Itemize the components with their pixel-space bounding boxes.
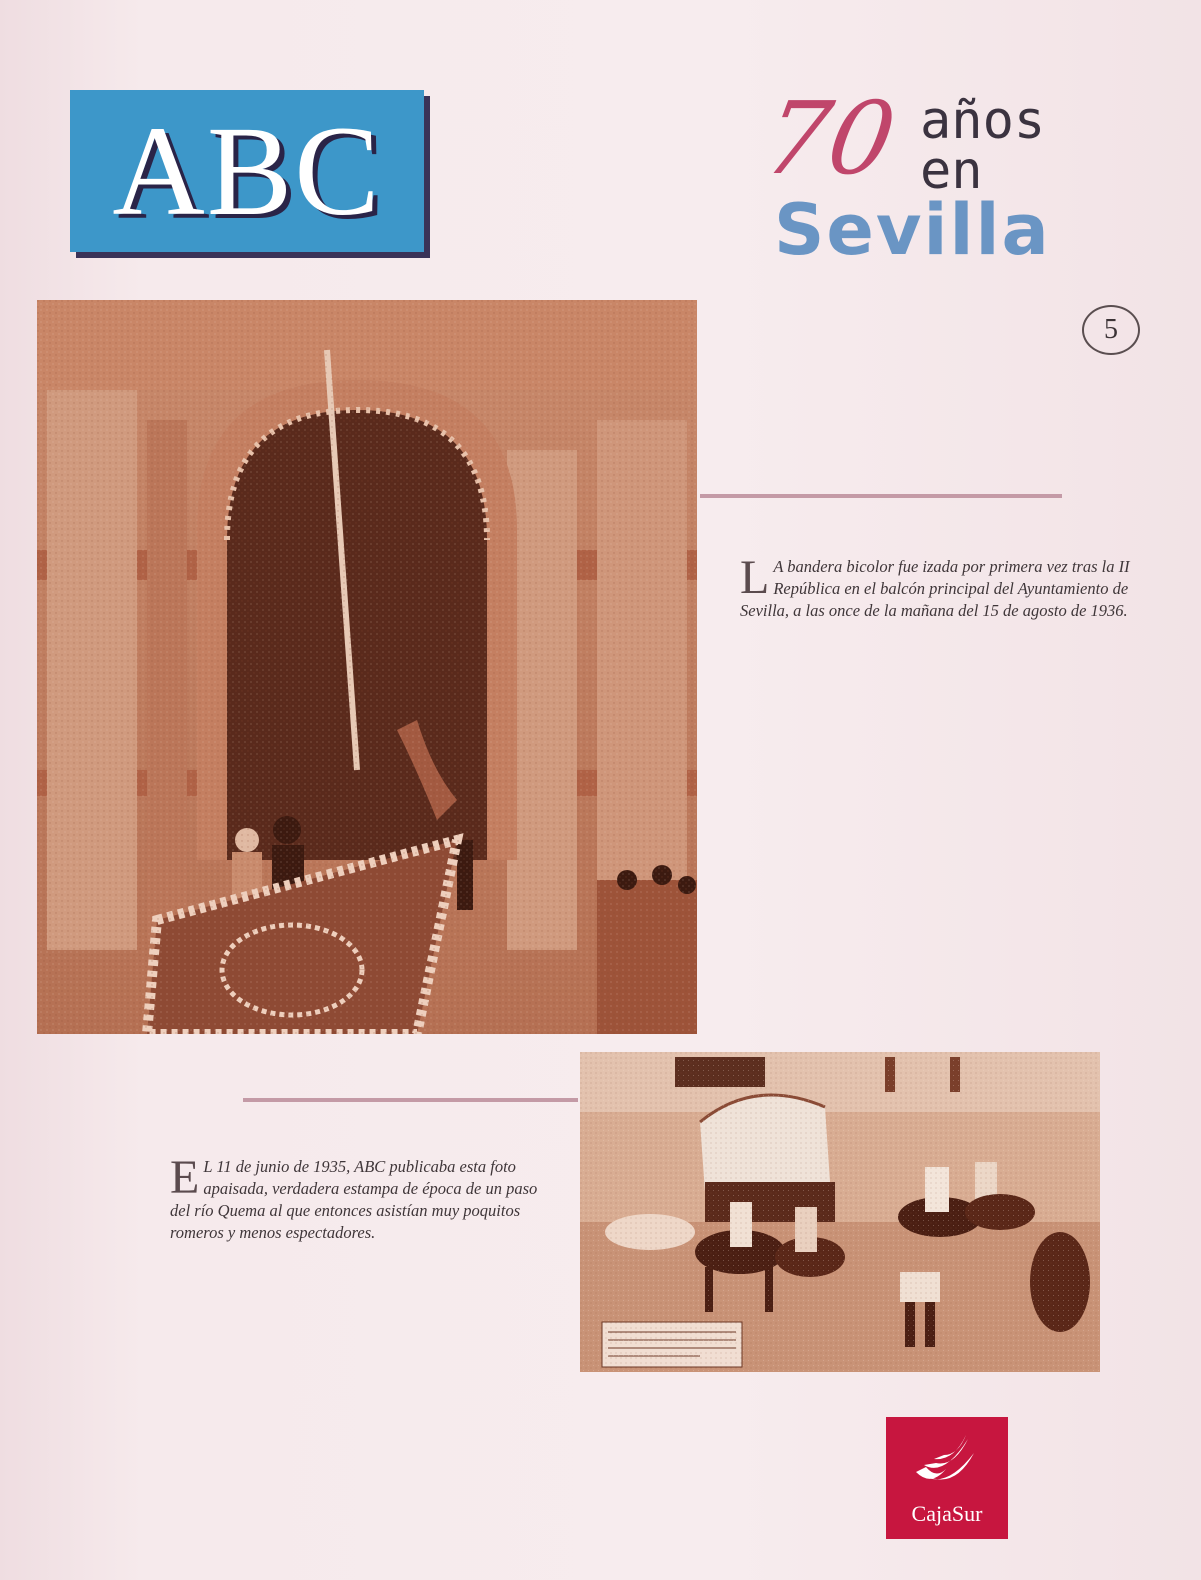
cajasur-logo [886, 1417, 1008, 1539]
abc-logo-text: ABC [112, 100, 382, 242]
divider-rule [700, 494, 1062, 498]
caption-dropcap: E [170, 1151, 200, 1204]
caption-text: L 11 de junio de 1935, ABC publicaba esta foto apaisada, verdadera estampa de época de un paso del río Quema al que entonces asistían muy poquitos romeros y menos espectadores. [170, 1157, 538, 1242]
caption-balcony [740, 551, 1140, 622]
caption-river [170, 1151, 542, 1244]
abc-logo [70, 90, 424, 252]
issue-number-badge: 5 [1082, 305, 1140, 355]
series-title [755, 80, 1080, 275]
title-city: Sevilla [774, 189, 1051, 271]
photo-river-crossing [580, 1052, 1100, 1372]
cajasur-logo-text: CajaSur [911, 1501, 983, 1526]
title-line-en: en [920, 141, 983, 201]
cajasur-flame-icon [886, 1417, 1008, 1507]
title-line-anos: años [920, 91, 1046, 151]
river-photo-illustration [580, 1052, 1100, 1372]
divider-rule [243, 1098, 578, 1102]
caption-text: A bandera bicolor fue izada por primera vez tras la II República en el balcón principal del Ayuntamiento de Sevilla, a las once de la mañana del 15 de agosto de 1936. [740, 557, 1130, 620]
photo-balcony-flag [37, 300, 697, 1034]
caption-dropcap: L [740, 551, 770, 604]
balcony-photo-illustration [37, 300, 697, 1034]
title-number: 70 [755, 80, 904, 197]
